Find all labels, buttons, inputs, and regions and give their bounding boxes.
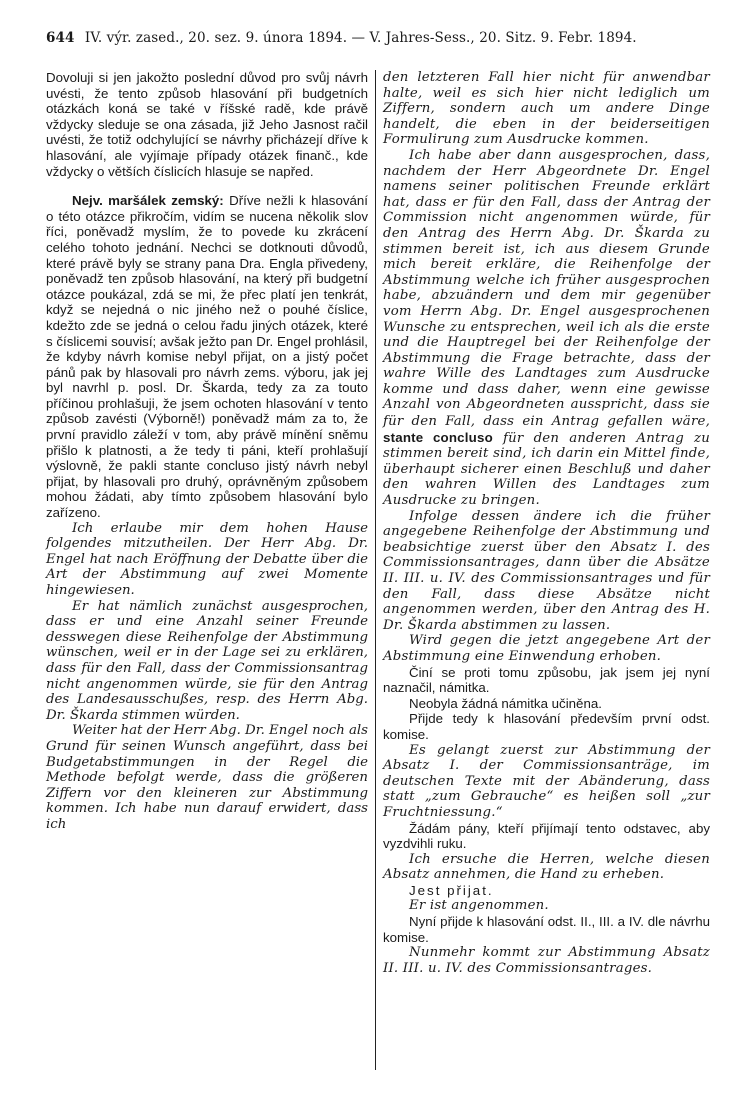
right-paragraph-8: Es gelangt zuerst zur Abstimmung der Absatz I. der Commissionsanträge, im deutschen Texte mit der Abänderung, dass statt „zum Gebrauche“ es heißen soll „zur Fruchtniessung.“ <box>383 742 710 820</box>
right-paragraph-11: Jest přijat. <box>409 882 494 898</box>
header-session-info: IV. výr. zased., 20. sez. 9. února 1894. — V. Jahres-Sess., 20. Sitz. 9. Febr. 1894. <box>84 30 637 46</box>
right-paragraph-2 <box>383 148 710 509</box>
right-paragraph-5: Činí se proti tomu způsobu, jak jsem jej nyní naznačil, námitka. <box>383 664 710 696</box>
left-paragraph-1: Dovoluji si jen jakožto poslední důvod pro svůj návrh uvésti, že tento způsob hlasování při budgetních otázkách koná se také v říšské radě, kde právě vždycky sleduje se ona zásada, již Jeho Jasnost račil uvésti, že totiž odchylující se návrhy přicházejí dříve k hlasování, ale vyjímaje případy otázek finanč., kde vždycky o větších číslicích hlasuje se napřed. <box>46 70 368 179</box>
right-paragraph-13: Nyní přijde k hlasování odst. II., III. a IV. dle návrhu komise. <box>383 914 710 945</box>
speaker-speech: Dříve nežli k hlasování o této otázce přikročím, vidím se nucena několik slov říci, poněvadž myslím, že to povede ku zkrácení celého tohoto jednání. Nechci se dotknouti důvodů, které právě byly se strany pana Dra. Engla přivedeny, poněvadž ten způsob hlasování, na který při budgetní otázce poukázal, zdá se mi, že přec platí jen tenkrát, když se nejedná o nic jiného než o pouhé číslice, kdežto zde se jedná o celou řadu jiných otázek, které s číslicemi souvisí; avšak ježto pan Dr. Engel prohlásil, že kdyby návrh komise nebyl přijat, on a jistý počet pánů pak by hlasovali pro návrh zems. výboru, jak jej byl navrhl p. posl. Dr. Škarda, tedy za za touto příčinou prohlašuji, že jsem ochoten hlasování v tento způsob zavésti (Výborně!) poněvadž mám za to, že první pravidlo záleží v tom, aby právě mínění sněmu přišlo k platnosti, a že tedy ti páni, kteří prohlašují výslovně, že pakli stante concluso jistý návrh nebyl přijat, by hlasovali pro druhý, oprávněným způsobem mohou žádati, aby tímto způsobem hlasování bylo zařízeno. <box>46 193 368 521</box>
speaker-name: Nejv. maršálek zemský: <box>72 193 224 209</box>
right-paragraph-4: Wird gegen die jetzt angegebene Art der Abstimmung eine Einwendung erhoben. <box>383 633 710 664</box>
right-paragraph-12: Er ist angenommen. <box>409 898 549 914</box>
right-paragraph-7: Přijde tedy k hlasování především první odst. komise. <box>383 711 710 742</box>
right-column <box>383 70 710 976</box>
left-column <box>46 70 368 833</box>
left-paragraph-5: Weiter hat der Herr Abg. Dr. Engel noch als Grund für seinen Wunsch angeführt, dass bei Budgetabstimmungen in der Regel die Methode befolgt werde, dass die größeren Ziffern vor den kleineren zur Abstimmung kommen. Ich habe nun darauf erwidert, dass ich <box>46 723 368 832</box>
page-header <box>46 30 706 52</box>
right-paragraph-14: Nunmehr kommt zur Abstimmung Absatz II. III. u. IV. des Commissionsantrages. <box>383 945 710 976</box>
right-paragraph-9: Žádám pány, kteří přijímají tento odstavec, aby vyzdvihli ruku. <box>383 820 710 852</box>
stante-concluso: stante concluso <box>383 429 493 445</box>
right-paragraph-6: Neobyla žádná námitka učiněna. <box>409 695 602 711</box>
left-paragraph-3: Ich erlaube mir dem hohen Hause folgendes mitzutheilen. Der Herr Abg. Dr. Engel hat nach Eröffnung der Debatte über die Art der Abstimmung auf zwei Momente hingewiesen. <box>46 520 368 598</box>
right-paragraph-1: den letzteren Fall hier nicht für anwendbar halte, weil es sich hier nicht lediglich um Ziffern, sondern auch um andere Dinge handelt, die eben in der beiderseitigen Formulirung zum Ausdrucke kommen. <box>383 70 710 148</box>
left-paragraph-2 <box>46 193 368 520</box>
left-paragraph-4: Er hat nämlich zunächst ausgesprochen, dass er und eine Anzahl seiner Freunde desswegen diese Reihenfolge der Abstimmung wünschen, weil er in der Lage sei zu erklären, dass für den Fall, dass der Commissionsantrag nicht angenommen würde, sie für den Antrag des Landesausschußes, resp. des Herrn Abg. Dr. Škarda stimmen würden. <box>46 598 368 723</box>
right-paragraph-2-end: für den anderen Antrag zu stimmen bereit sind, ich darin ein Mittel finde, überhaupt sicherer einen Beschluß und daher den wahren Willen des Landtages zum Ausdrucke zu bringen. <box>383 430 711 509</box>
right-paragraph-3: Infolge dessen ändere ich die früher angegebene Reihenfolge der Abstimmung und beabsichtige zuerst über den Absatz I. des Commissionsantrages, dann über die Absätze II. III. u. IV. des Commissionsantrages und für den Fall, dass diese Absätze nicht angenommen werden, über den Antrag des H. Dr. Škarda abstimmen zu lassen. <box>383 508 710 633</box>
right-paragraph-2-text: Ich habe aber dann ausgesprochen, dass, nachdem der Herr Abgeordnete Dr. Engel namens seiner politischen Freunde erklärt hat, dass er für den Fall, dass der Antrag der Commission nicht angenommen würde, für den Antrag des Herrn Abg. Dr. Škarda zu stimmen bereit ist, ich aus diesem Grunde mich bereit erkläre, die Reihenfolge der Abstimmung welche ich früher ausgesprochen habe, abzuändern und dem mir gegenüber vom Herrn Abg. Dr. Engel ausgesprochenen Wunsche zu entsprechen, weil ich als die erste und die Hauptregel bei der Reihenfolge der Abstimmung die Frage betrachte, dass der wahre Wille des Landtages zum Ausdrucke komme und dass daher, wenn eine gewisse Anzahl von Abgeordneten ausspricht, dass sie für den Fall, dass ein Antrag gefallen wäre, <box>383 147 710 430</box>
column-divider <box>375 70 376 1070</box>
right-paragraph-10: Ich ersuche die Herren, welche diesen Absatz annehmen, die Hand zu erheben. <box>383 851 710 883</box>
page-number: 644 <box>46 30 75 46</box>
